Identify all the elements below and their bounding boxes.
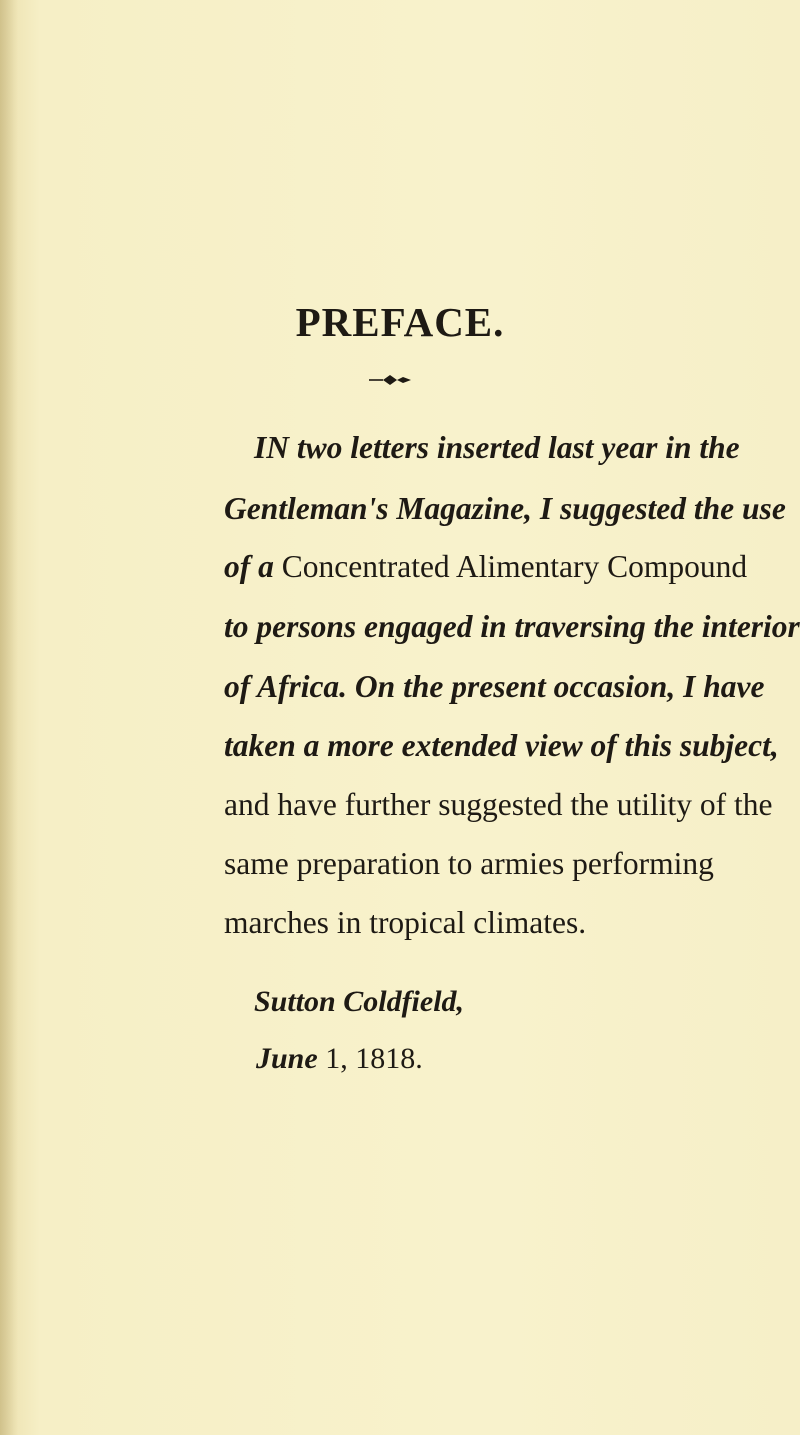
text-segment: taken a more extended view of this subject, (224, 728, 779, 763)
text-line (224, 846, 714, 882)
signature-date: 1, 1818. (317, 1042, 423, 1075)
text-segment: and have further suggested the utility of the (224, 787, 773, 822)
signature-month: June (256, 1042, 318, 1075)
text-segment: Gentleman's Magazine, I suggested the use (224, 491, 786, 526)
signature-place: Sutton Coldfield, (254, 985, 465, 1018)
arrow-dingbat-icon (369, 374, 411, 386)
text-segment: Concentrated Alimentary Compound (273, 549, 748, 584)
text-line (224, 669, 764, 705)
text-line (224, 905, 586, 941)
text-segment: IN two letters inserted last year in the (254, 430, 740, 465)
text-segment: of a (224, 549, 274, 584)
text-segment: marches in tropical climates. (224, 905, 587, 940)
text-segment: to persons engaged in traversing the interior (224, 609, 800, 644)
text-line (224, 491, 786, 527)
text-line (224, 728, 779, 764)
text-line (224, 549, 747, 585)
text-line (254, 430, 740, 466)
text-segment: of Africa. On the present occasion, I have (224, 669, 765, 704)
page-title: PREFACE. (295, 299, 505, 345)
signature-date-line (256, 1042, 423, 1076)
text-segment: same preparation to armies performing (224, 846, 714, 881)
text-line (224, 787, 772, 823)
text-line (224, 609, 800, 645)
